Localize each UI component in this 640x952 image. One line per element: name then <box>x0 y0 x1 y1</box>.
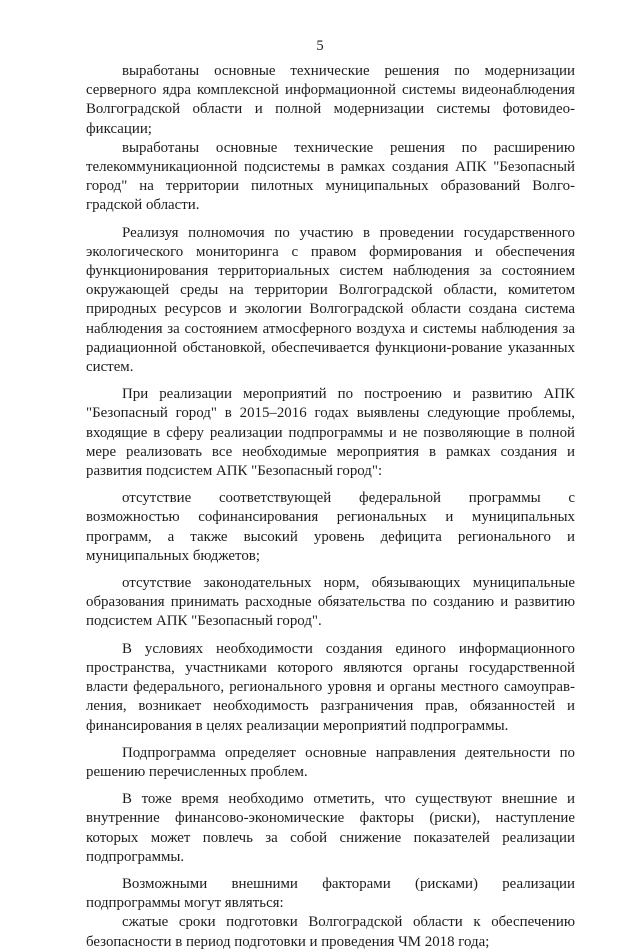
document-body <box>86 62 575 952</box>
paragraph-risk-factors: В тоже время необходимо отметить, что существуют внешние и внутренние финансово-экономические факторы (риски), наступление которых может повлечь за собой снижение показателей реализации подпрограммы. <box>86 791 575 865</box>
paragraph-environmental-monitoring: Реализуя полномочия по участию в проведении государственного экологического мониторинга с правом формирования и обеспечения функционирования территориальных систем наблюдения за состоянием окружающей среды на территории Волгоградской области, комитетом природных ресурсов и экологии Волгоградской области создана система наблюдения за состоянием атмосферного воздуха и системы наблюдения за радиационной обстановкой, обеспечивается функциони-рование указанных систем. <box>86 224 575 376</box>
paragraph-no-legislative-norms: отсутствие законодательных норм, обязывающих муниципальные образования принимать расходные обязательства по созданию и развитию подсистем АПК "Безопасный город". <box>86 575 575 630</box>
paragraph-external-risks: Возможными внешними факторами (рисками) реализации подпрограммы могут являться: <box>86 875 575 912</box>
paragraph-telecom-subsystem: выработаны основные технические решения по расширению телекоммуникационной подсистемы в рамках создания АПК "Безопасный город" на территории пилотных муниципальных образований Волго-градской области. <box>86 139 575 214</box>
page-number: 5 <box>316 38 324 54</box>
paragraph-server-core-modernization: выработаны основные технические решения по модернизации серверного ядра комплексной информационной системы видеонаблюдения Волгоградской области и полной модернизации системы фотовидео-фиксации; <box>86 63 575 137</box>
paragraph-no-federal-program: отсутствие соответствующей федеральной программы с возможностью софинансирования региональных и муниципальных программ, а также высокий уровень дефицита регионального и муниципальных бюджетов; <box>86 490 575 564</box>
paragraph-world-cup-deadline: сжатые сроки подготовки Волгоградской области к обеспечению безопасности в период подготовки и проведения ЧМ 2018 года; <box>86 914 575 950</box>
paragraph-subprogram-directions: Подпрограмма определяет основные направления деятельности по решению перечисленных проблем. <box>86 744 575 780</box>
paragraph-problems-identified: При реализации мероприятий по построению и развитию АПК "Безопасный город" в 2015–2016 годах выявлены следующие проблемы, входящие в сферу реализации подпрограммы и не позволяющие в полной мере реализовать все необходимые мероприятия в рамках создания и развития подсистем АПК "Безопасный город": <box>86 386 575 480</box>
paragraph-information-space: В условиях необходимости создания единого информационного пространства, участниками которого являются органы государственной власти федерального, регионального уровня и органы местного самоупрaв-ления, возникает необходимость разграничения прав, обязанностей и финансирования в целях реализации мероприятий подпрограммы. <box>86 640 575 734</box>
